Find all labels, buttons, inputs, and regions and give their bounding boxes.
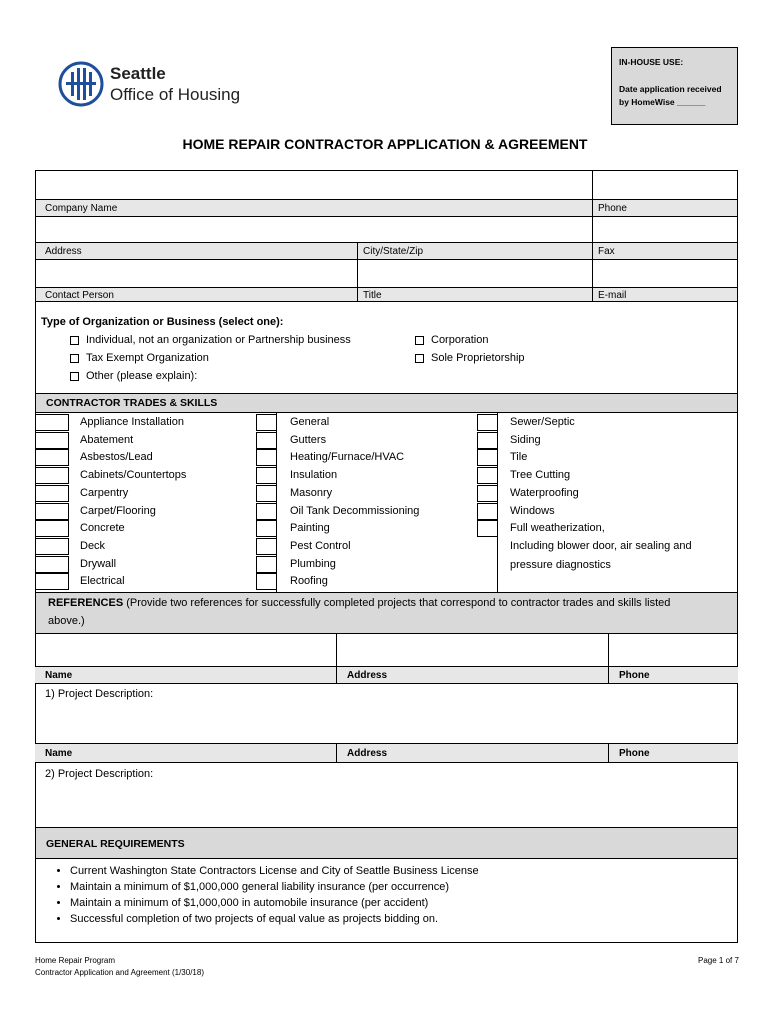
contact-person-label: Contact Person (45, 290, 114, 301)
trade-label: Carpentry (80, 486, 129, 499)
trade-checkbox[interactable] (35, 520, 69, 537)
other-checkbox[interactable] (70, 372, 79, 381)
ref2-phone-label: Phone (619, 748, 650, 759)
trade-checkbox[interactable] (256, 573, 277, 590)
trades-heading-bar (35, 394, 738, 413)
requirement-item: • Current Washington State Contractors License and City of Seattle Business License (70, 863, 737, 879)
individual-label: Individual, not an organization or Partnership business (86, 334, 351, 346)
trade-checkbox[interactable] (477, 449, 498, 466)
email-label: E-mail (598, 290, 627, 301)
trade-label: Carpet/Flooring (80, 504, 156, 517)
organization-heading: Type of Organization or Business (select one): (41, 316, 284, 328)
references-table (35, 634, 738, 828)
references-heading (48, 597, 728, 609)
trade-checkbox[interactable] (35, 503, 69, 520)
trade-checkbox[interactable] (35, 432, 69, 449)
corporation-checkbox[interactable] (415, 336, 424, 345)
seattle-logo (58, 60, 268, 110)
inhouse-line1: Date application received (619, 84, 722, 94)
trades-heading: CONTRACTOR TRADES & SKILLS (46, 397, 218, 409)
trade-label: Roofing (290, 575, 328, 588)
general-heading: GENERAL REQUIREMENTS (46, 838, 185, 850)
trade-checkbox[interactable] (256, 538, 277, 555)
inhouse-line2: by HomeWise ______ (619, 97, 706, 107)
footer-program: Home Repair Program (35, 956, 116, 965)
trade-label: Asbestos/Lead (80, 451, 153, 464)
city-state-zip-label: City/State/Zip (363, 246, 424, 257)
contact-fields-table (35, 170, 738, 302)
references-heading-bold: REFERENCES (48, 597, 124, 609)
general-heading-bar (35, 828, 738, 859)
ref1-name-label: Name (45, 670, 73, 681)
tax-exempt-label: Tax Exempt Organization (86, 352, 209, 364)
weatherization-line2: Including blower door, air sealing and (510, 540, 692, 552)
ref1-project-label: 1) Project Description: (45, 688, 154, 700)
trade-label: Tree Cutting (510, 469, 571, 482)
trade-label: General (290, 416, 330, 428)
trades-table (35, 413, 738, 593)
trade-checkbox[interactable] (35, 538, 69, 555)
trade-checkbox[interactable] (477, 467, 498, 484)
trade-checkbox[interactable] (35, 414, 69, 431)
trade-label: Siding (510, 433, 541, 446)
trade-label: Concrete (80, 522, 125, 535)
trade-checkbox[interactable] (35, 467, 69, 484)
ref2-project-label: 2) Project Description: (45, 768, 154, 780)
trade-checkbox[interactable] (477, 432, 498, 449)
inhouse-title: IN-HOUSE USE: (619, 57, 684, 67)
requirement-item: • Maintain a minimum of $1,000,000 in automobile insurance (per accident) (70, 895, 737, 911)
other-label: Other (please explain): (86, 370, 198, 382)
individual-checkbox[interactable] (70, 336, 79, 345)
trade-checkbox[interactable] (256, 520, 277, 537)
ref2-name-label: Name (45, 748, 73, 759)
phone-label: Phone (598, 203, 627, 214)
address-label: Address (45, 246, 82, 257)
trade-label: Gutters (290, 433, 327, 446)
trade-label: Cabinets/Countertops (80, 469, 187, 482)
corporation-label: Corporation (431, 334, 489, 346)
trade-checkbox[interactable] (35, 573, 69, 590)
trade-label: Windows (510, 504, 555, 517)
trade-checkbox[interactable] (477, 485, 498, 502)
trade-checkbox[interactable] (35, 485, 69, 502)
trade-label: Waterproofing (510, 486, 579, 499)
trade-label: Tile (510, 451, 528, 464)
trade-checkbox[interactable] (256, 503, 277, 520)
trade-checkbox[interactable] (256, 414, 277, 431)
references-heading-rest: (Provide two references for successfully completed projects that correspond to contractor trades and skills listed (123, 597, 671, 609)
page-title: HOME REPAIR CONTRACTOR APPLICATION & AGREEMENT (182, 136, 588, 152)
trade-label: Abatement (80, 433, 134, 446)
company-name-label: Company Name (45, 203, 118, 214)
trade-checkbox[interactable] (477, 503, 498, 520)
footer-page: Page 1 of 7 (698, 956, 739, 965)
seattle-seal-icon (58, 60, 104, 108)
trade-label: Heating/Furnace/HVAC (290, 451, 405, 464)
references-heading-line2: above.) (48, 615, 85, 627)
trade-checkbox[interactable] (256, 467, 277, 484)
trade-label: Pest Control (290, 539, 351, 552)
trade-label: Sewer/Septic (510, 416, 575, 428)
trade-checkbox[interactable] (35, 449, 69, 466)
trade-label: Painting (290, 522, 330, 535)
trade-label: Plumbing (290, 557, 336, 570)
trade-checkbox[interactable] (256, 432, 277, 449)
trade-checkbox[interactable] (256, 449, 277, 466)
trade-checkbox[interactable] (256, 556, 277, 573)
trade-checkbox[interactable] (477, 520, 498, 537)
ref1-phone-label: Phone (619, 670, 650, 681)
trade-label: Appliance Installation (80, 416, 184, 428)
general-requirements-list (35, 859, 738, 943)
title-label: Title (363, 290, 382, 301)
trade-checkbox[interactable] (477, 414, 498, 431)
trade-label: Masonry (290, 486, 333, 499)
logo-line2: Office of Housing (110, 85, 241, 104)
references-heading-bar (35, 593, 738, 634)
logo-line1: Seattle (110, 64, 166, 83)
trade-label: Oil Tank Decommissioning (290, 504, 420, 517)
sole-proprietorship-checkbox[interactable] (415, 354, 424, 363)
requirement-item: • Successful completion of two projects of equal value as projects bidding on. (70, 911, 737, 927)
requirement-item: • Maintain a minimum of $1,000,000 general liability insurance (per occurrence) (70, 879, 737, 895)
ref1-address-label: Address (347, 670, 388, 681)
footer-doc: Contractor Application and Agreement (1/30/18) (35, 968, 204, 977)
fax-label: Fax (598, 246, 615, 257)
trade-label: Drywall (80, 557, 117, 570)
tax-exempt-checkbox[interactable] (70, 354, 79, 363)
trade-checkbox[interactable] (256, 485, 277, 502)
trade-label: Deck (80, 539, 106, 552)
trade-label: Insulation (290, 469, 338, 482)
inhouse-use-box (611, 47, 738, 125)
trade-label: Full weatherization, (510, 522, 605, 535)
ref2-address-label: Address (347, 748, 388, 759)
weatherization-line3: pressure diagnostics (510, 559, 611, 571)
trade-checkbox[interactable] (35, 556, 69, 573)
trade-label: Electrical (80, 575, 125, 588)
sole-proprietorship-label: Sole Proprietorship (431, 352, 525, 364)
